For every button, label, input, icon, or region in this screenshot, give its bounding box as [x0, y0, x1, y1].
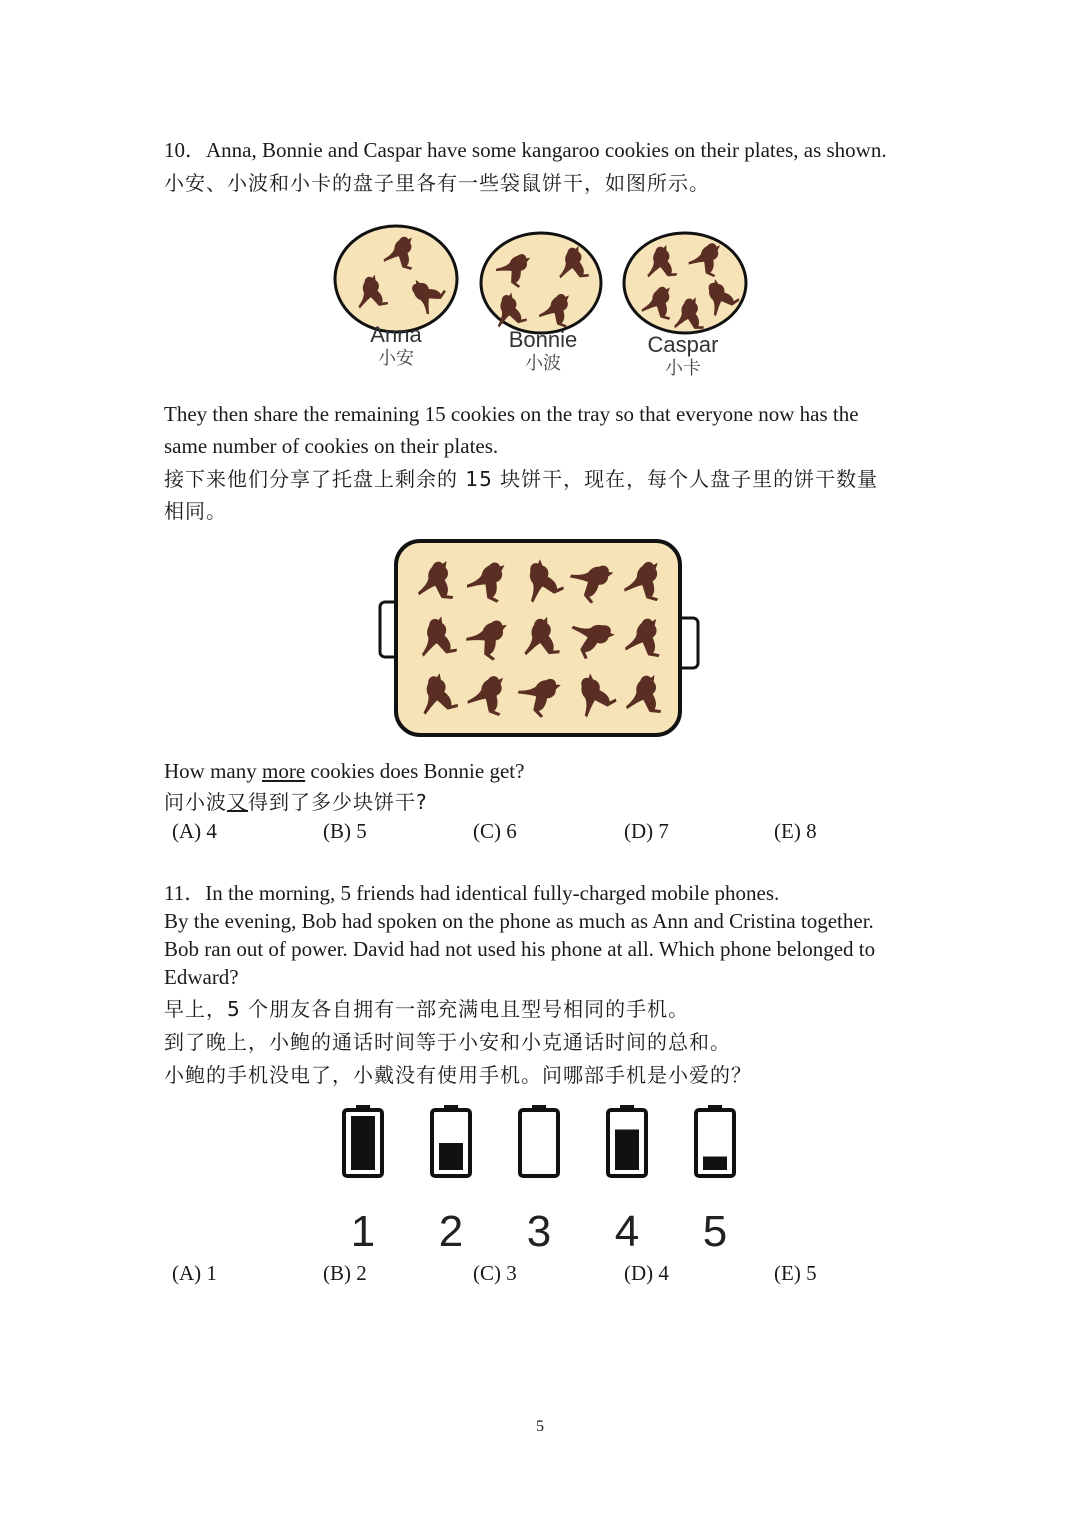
battery-body-3: [520, 1110, 558, 1176]
plate-anna-label: Anna: [370, 322, 422, 347]
plate-bonnie-dish: [481, 233, 601, 333]
q10-choice-c[interactable]: (C) 6: [473, 819, 517, 843]
plate-anna-label-cn: 小安: [378, 348, 414, 369]
battery-charge-4: [615, 1130, 639, 1171]
q11-stem-en-4: Edward?: [164, 965, 239, 989]
plate-anna: [335, 226, 457, 369]
q11-stem-cn-1: 早上，5 个朋友各自拥有一部充满电且型号相同的手机。: [164, 997, 690, 1021]
q10-question-en: [164, 757, 524, 785]
battery-label-2: 2: [438, 1207, 464, 1256]
q11-stem-cn-3: 小鲍的手机没电了，小戴没有使用手机。问哪部手机是小爱的？: [164, 1063, 752, 1087]
battery-label-3: 3: [526, 1207, 552, 1256]
q11-stem-en-3: Bob ran out of power. David had not used his phone at all. Which phone belonged to: [164, 937, 876, 961]
q11-choice-d[interactable]: (D) 4: [624, 1261, 669, 1285]
q11-choice-b[interactable]: (B) 2: [323, 1261, 367, 1285]
q11-choice-e[interactable]: (E) 5: [774, 1261, 817, 1285]
q10-question-en-emphasis: more: [262, 759, 306, 783]
q10-choice-b[interactable]: (B) 5: [323, 819, 367, 843]
q10-question-cn-emphasis: 又: [227, 790, 248, 814]
q10-share-cn-2: 相同。: [164, 499, 227, 523]
phone-battery-5: [696, 1105, 734, 1256]
battery-label-5: 5: [702, 1207, 728, 1256]
battery-charge-1: [351, 1116, 375, 1170]
plate-caspar: [624, 233, 746, 379]
q10-share-cn-1: 接下来他们分享了托盘上剩余的 15 块饼干，现在，每个人盘子里的饼干数量: [164, 467, 879, 491]
battery-label-1: 1: [350, 1207, 376, 1256]
q10-stem-en: 10．Anna, Bonnie and Caspar have some kangaroo cookies on their plates, as shown.: [164, 138, 887, 162]
q11-choice-a[interactable]: (A) 1: [172, 1261, 217, 1285]
q10-question-en-pre: How many: [164, 759, 262, 783]
q11-choice-c[interactable]: (C) 3: [473, 1261, 517, 1285]
battery-charge-2: [439, 1143, 463, 1170]
q11-stem-cn-2: 到了晚上，小鲍的通话时间等于小安和小克通话时间的总和。: [164, 1030, 731, 1054]
phone-batteries-figure: [330, 1100, 760, 1260]
battery-label-4: 4: [614, 1207, 640, 1256]
cookie-plates-figure: [330, 222, 760, 382]
page-number: 5: [536, 1418, 544, 1435]
battery-charge-5: [703, 1157, 727, 1171]
q11-stem-en-2: By the evening, Bob had spoken on the phone as much as Ann and Cristina together.: [164, 909, 874, 933]
plate-caspar-label-cn: 小卡: [665, 358, 701, 379]
phone-battery-3: [520, 1105, 558, 1256]
q10-question-cn: [164, 788, 428, 816]
q10-share-en-2: same number of cookies on their plates.: [164, 434, 499, 458]
q11-stem-en-1: 11．In the morning, 5 friends had identical fully-charged mobile phones.: [164, 881, 780, 905]
plate-bonnie: [481, 233, 601, 374]
q10-question-en-post: cookies does Bonnie get?: [305, 759, 525, 783]
q10-question-cn-pre: 问小波: [164, 790, 227, 814]
q10-choice-d[interactable]: (D) 7: [624, 819, 669, 843]
cookie-tray-figure: [376, 536, 706, 742]
q10-share-en-1: They then share the remaining 15 cookies on the tray so that everyone now has the: [164, 402, 859, 426]
q10-choice-a[interactable]: (A) 4: [172, 819, 217, 843]
phone-battery-4: [608, 1105, 646, 1256]
plate-anna-dish: [335, 226, 457, 332]
plate-bonnie-label-cn: 小波: [525, 353, 561, 374]
q10-stem-cn: 小安、小波和小卡的盘子里各有一些袋鼠饼干，如图所示。: [164, 171, 710, 195]
phone-battery-1: [344, 1105, 382, 1256]
plate-bonnie-label: Bonnie: [508, 327, 578, 352]
phone-battery-2: [432, 1105, 470, 1256]
q10-choice-e[interactable]: (E) 8: [774, 819, 817, 843]
plate-caspar-label: Caspar: [647, 332, 719, 357]
q10-question-cn-post: 得到了多少块饼干?: [248, 790, 428, 814]
